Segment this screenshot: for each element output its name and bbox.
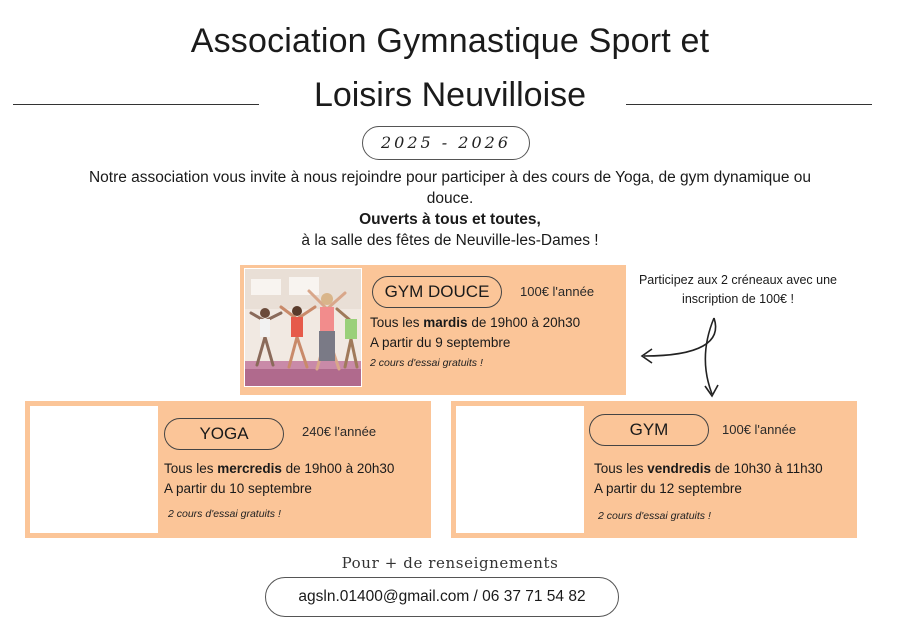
title-rule-right bbox=[626, 104, 872, 105]
schedule-prefix: Tous les bbox=[164, 461, 218, 476]
price-gym: 100€ l'année bbox=[722, 422, 797, 437]
schedule-yoga bbox=[164, 459, 394, 499]
schedule-time: de 19h00 à 20h30 bbox=[467, 315, 581, 330]
info-label: Pour + de renseignements bbox=[341, 554, 559, 572]
title-line-2: Loisirs Neuvilloise bbox=[313, 76, 587, 114]
season-badge: 2025 - 2026 bbox=[362, 126, 530, 160]
schedule-time: de 19h00 à 20h30 bbox=[281, 461, 395, 476]
intro-highlight: Ouverts à tous et toutes, bbox=[359, 211, 541, 228]
schedule-day: mercredis bbox=[217, 461, 282, 476]
schedule-time: de 10h30 à 11h30 bbox=[711, 461, 823, 476]
schedule-start: A partir du 10 septembre bbox=[164, 481, 312, 496]
schedule-gym-douce bbox=[370, 313, 580, 353]
trial-note-yoga: 2 cours d'essai gratuits ! bbox=[168, 508, 281, 520]
price-yoga: 240€ l'année bbox=[302, 424, 377, 439]
course-name-gym-douce: GYM DOUCE bbox=[372, 276, 502, 308]
course-name-yoga: YOGA bbox=[164, 418, 284, 450]
title-line-1: Association Gymnastique Sport et bbox=[190, 22, 710, 60]
schedule-gym bbox=[594, 459, 823, 499]
schedule-day-line bbox=[164, 459, 394, 479]
intro-line-1: Notre association vous invite à nous rejoindre pour participer à des cours de Yoga, de gym dynamique ou douce. bbox=[88, 169, 812, 207]
contact-info: agsln.01400@gmail.com / 06 37 71 54 82 bbox=[265, 577, 619, 617]
yoga-class-photo bbox=[244, 268, 362, 387]
schedule-start: A partir du 9 septembre bbox=[370, 335, 511, 350]
gym-image-placeholder bbox=[456, 406, 584, 533]
yoga-class-illustration bbox=[245, 269, 361, 386]
yoga-image-placeholder bbox=[30, 406, 158, 533]
price-gym-douce: 100€ l'année bbox=[520, 284, 595, 299]
schedule-day-line bbox=[370, 313, 580, 333]
schedule-day: mardis bbox=[423, 315, 468, 330]
intro-text bbox=[70, 167, 830, 251]
curved-arrows-icon bbox=[630, 312, 740, 402]
schedule-start: A partir du 12 septembre bbox=[594, 481, 742, 496]
course-name-gym: GYM bbox=[589, 414, 709, 446]
intro-line-3: à la salle des fêtes de Neuville-les-Dames ! bbox=[301, 232, 599, 249]
schedule-prefix: Tous les bbox=[594, 461, 648, 476]
schedule-prefix: Tous les bbox=[370, 315, 424, 330]
trial-note-gym: 2 cours d'essai gratuits ! bbox=[598, 510, 711, 522]
schedule-day: vendredis bbox=[647, 461, 712, 476]
combo-offer-note: Participez aux 2 créneaux avec une inscription de 100€ ! bbox=[638, 273, 838, 306]
schedule-day-line bbox=[594, 459, 823, 479]
trial-note-gym-douce: 2 cours d'essai gratuits ! bbox=[370, 357, 483, 369]
